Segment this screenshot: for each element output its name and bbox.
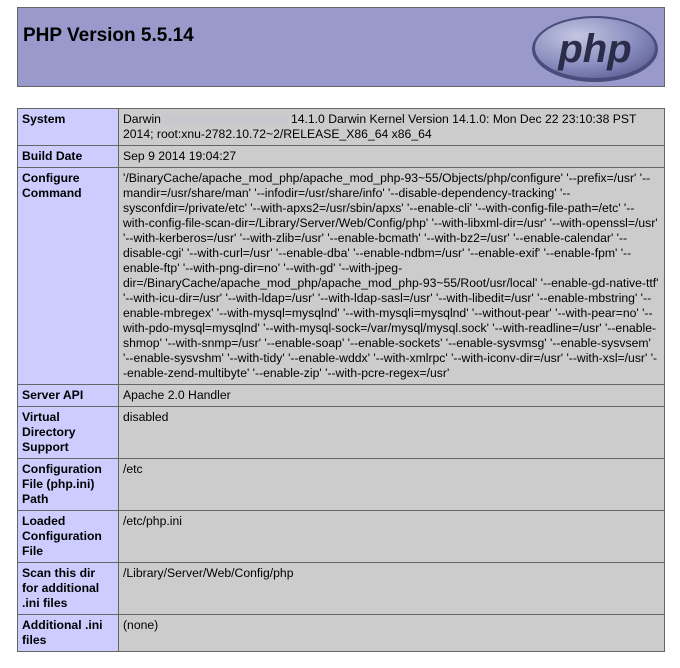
row-label: Additional .ini files [18, 615, 119, 652]
row-value: /etc/php.ini [119, 511, 665, 563]
table-row [18, 385, 665, 407]
php-logo [530, 14, 660, 84]
system-prefix: Darwin [123, 112, 161, 126]
table-row [18, 615, 665, 652]
table-row [18, 109, 665, 146]
row-value: disabled [119, 407, 665, 459]
row-label: Configure Command [18, 168, 119, 385]
table-row [18, 511, 665, 563]
row-value: Sep 9 2014 19:04:27 [119, 146, 665, 168]
php-logo-text: php [558, 27, 632, 71]
row-label: Scan this dir for additional .ini files [18, 563, 119, 615]
row-value: '/BinaryCache/apache_mod_php/apache_mod_php-93~55/Objects/php/configure' '--prefix=/usr' '--mandir=/usr/share/man' '--infodir=/usr/share/info' '--disable-dependency-tracking' '--sysconfdir=/private/etc' '--with-apxs2=/usr/sbin/apxs' '--enable-cli' '--with-config-file-path=/etc' '--with-config-file-scan-dir=/Library/Server/Web/Config/php' '--with-libxml-dir=/usr' '--with-openssl=/usr' '--with-kerberos=/usr' '--with-zlib=/usr' '--enable-bcmath' '--with-bz2=/usr' '--enable-calendar' '--disable-cgi' '--with-curl=/usr' '--enable-dba' '--enable-ndbm=/usr' '--enable-exif' '--enable-fpm' '--enable-ftp' '--with-png-dir=no' '--with-gd' '--with-jpeg-dir=/BinaryCache/apache_mod_php/apache_mod_php-93~55/Root/usr/local' '--enable-gd-native-ttf' '--with-icu-dir=/usr' '--with-ldap=/usr' '--with-ldap-sasl=/usr' '--with-libedit=/usr' '--enable-mbstring' '--enable-mbregex' '--with-mysql=mysqlnd' '--with-mysqli=mysqlnd' '--without-pear' '--with-pear=no' '--with-pdo-mysql=mysqlnd' '--with-mysql-sock=/var/mysql/mysql.sock' '--with-readline=/usr' '--enable-shmop' '--with-snmp=/usr' '--enable-soap' '--enable-sockets' '--enable-sysvmsg' '--enable-sysvsem' '--enable-sysvshm' '--with-tidy' '--enable-wddx' '--with-xmlrpc' '--with-iconv-dir=/usr' '--with-xsl=/usr' '--enable-zend-multibyte' '--enable-zip' '--with-pcre-regex=/usr' [119, 168, 665, 385]
row-label: Build Date [18, 146, 119, 168]
row-label: System [18, 109, 119, 146]
info-table [17, 108, 665, 652]
row-label: Loaded Configuration File [18, 511, 119, 563]
table-row [18, 459, 665, 511]
page-title: PHP Version 5.5.14 [23, 25, 194, 46]
table-row [18, 563, 665, 615]
page-header [17, 7, 665, 87]
row-value: (none) [119, 615, 665, 652]
table-row [18, 146, 665, 168]
row-value: /Library/Server/Web/Config/php [119, 563, 665, 615]
table-row [18, 407, 665, 459]
row-value: /etc [119, 459, 665, 511]
row-label: Virtual Directory Support [18, 407, 119, 459]
row-value: Apache 2.0 Handler [119, 385, 665, 407]
row-label: Configuration File (php.ini) Path [18, 459, 119, 511]
table-row [18, 168, 665, 385]
row-value [119, 109, 665, 146]
redacted-hostname [163, 115, 287, 124]
row-label: Server API [18, 385, 119, 407]
system-value: 14.1.0 Darwin Kernel Version 14.1.0: Mon Dec 22 23:10:38 PST 2014; root:xnu-2782.10.72~2/RELEASE_X86_64 x86_64 [123, 112, 637, 141]
